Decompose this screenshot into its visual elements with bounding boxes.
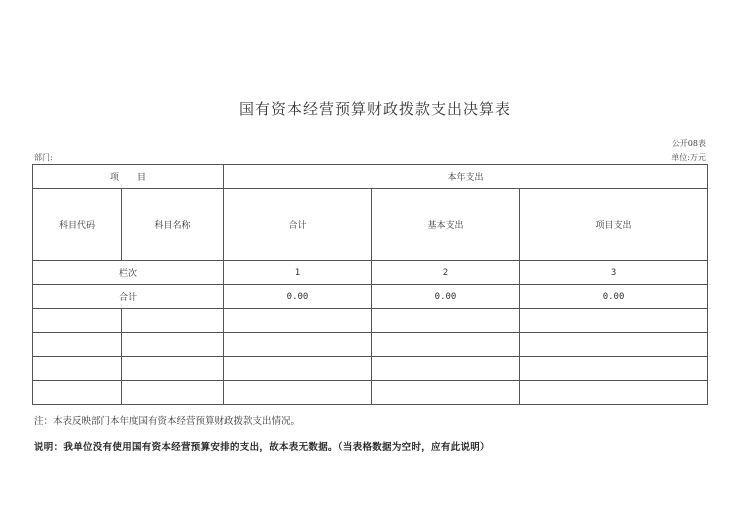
- table-cell: [224, 333, 372, 357]
- table-cell: [372, 357, 520, 381]
- table-cell: [122, 381, 224, 405]
- row-total-label: 合计: [33, 285, 224, 309]
- table-row-empty: [33, 357, 708, 381]
- table-cell: [122, 333, 224, 357]
- table-row-empty: [33, 333, 708, 357]
- table-cell: [224, 357, 372, 381]
- table-row-empty: [33, 381, 708, 405]
- row-index-value-2: 2: [372, 261, 520, 285]
- table-cell: [224, 381, 372, 405]
- form-number: 公开08表: [671, 139, 706, 148]
- table-cell: [372, 333, 520, 357]
- row-total: [33, 285, 708, 309]
- row-index: [33, 261, 708, 285]
- row-index-label: 栏次: [33, 261, 224, 285]
- footnote: 注：本表反映部门本年度国有资本经营预算财政拨款支出情况。: [34, 416, 301, 427]
- col-total: 合计: [224, 189, 372, 261]
- col-basic: 基本支出: [372, 189, 520, 261]
- row-total-value-2: 0.00: [372, 285, 520, 309]
- col-project: 项目支出: [520, 189, 708, 261]
- table-cell: [372, 309, 520, 333]
- table-cell: [224, 309, 372, 333]
- row-total-value-1: 0.00: [224, 285, 372, 309]
- table-cell: [520, 309, 708, 333]
- table-cell: [122, 357, 224, 381]
- col-subject-name: 科目名称: [122, 189, 224, 261]
- unit-label: 单位:万元: [671, 153, 706, 162]
- col-subject-code: 科目代码: [33, 189, 122, 261]
- table-cell: [33, 309, 122, 333]
- explanation: 说明：我单位没有使用国有资本经营预算安排的支出，故本表无数据。（当表格数据为空时，应有此说明）: [34, 442, 490, 453]
- table-cell: [33, 381, 122, 405]
- table-cell: [33, 333, 122, 357]
- department-label: 部门:: [34, 153, 53, 162]
- table-cell: [33, 357, 122, 381]
- table-cell: [372, 381, 520, 405]
- table-cell: [520, 333, 708, 357]
- header-item: 项 目: [33, 165, 224, 189]
- header-row-2: [33, 189, 708, 261]
- row-index-value-3: 3: [520, 261, 708, 285]
- row-index-value-1: 1: [224, 261, 372, 285]
- header-expense: 本年支出: [224, 165, 708, 189]
- expenditure-table: [32, 164, 708, 405]
- row-total-value-3: 0.00: [520, 285, 708, 309]
- table-cell: [520, 381, 708, 405]
- table-cell: [520, 357, 708, 381]
- table-cell: [122, 309, 224, 333]
- header-row-1: [33, 165, 708, 189]
- table-row-empty: [33, 309, 708, 333]
- page-title: 国有资本经营预算财政拨款支出决算表: [238, 100, 511, 118]
